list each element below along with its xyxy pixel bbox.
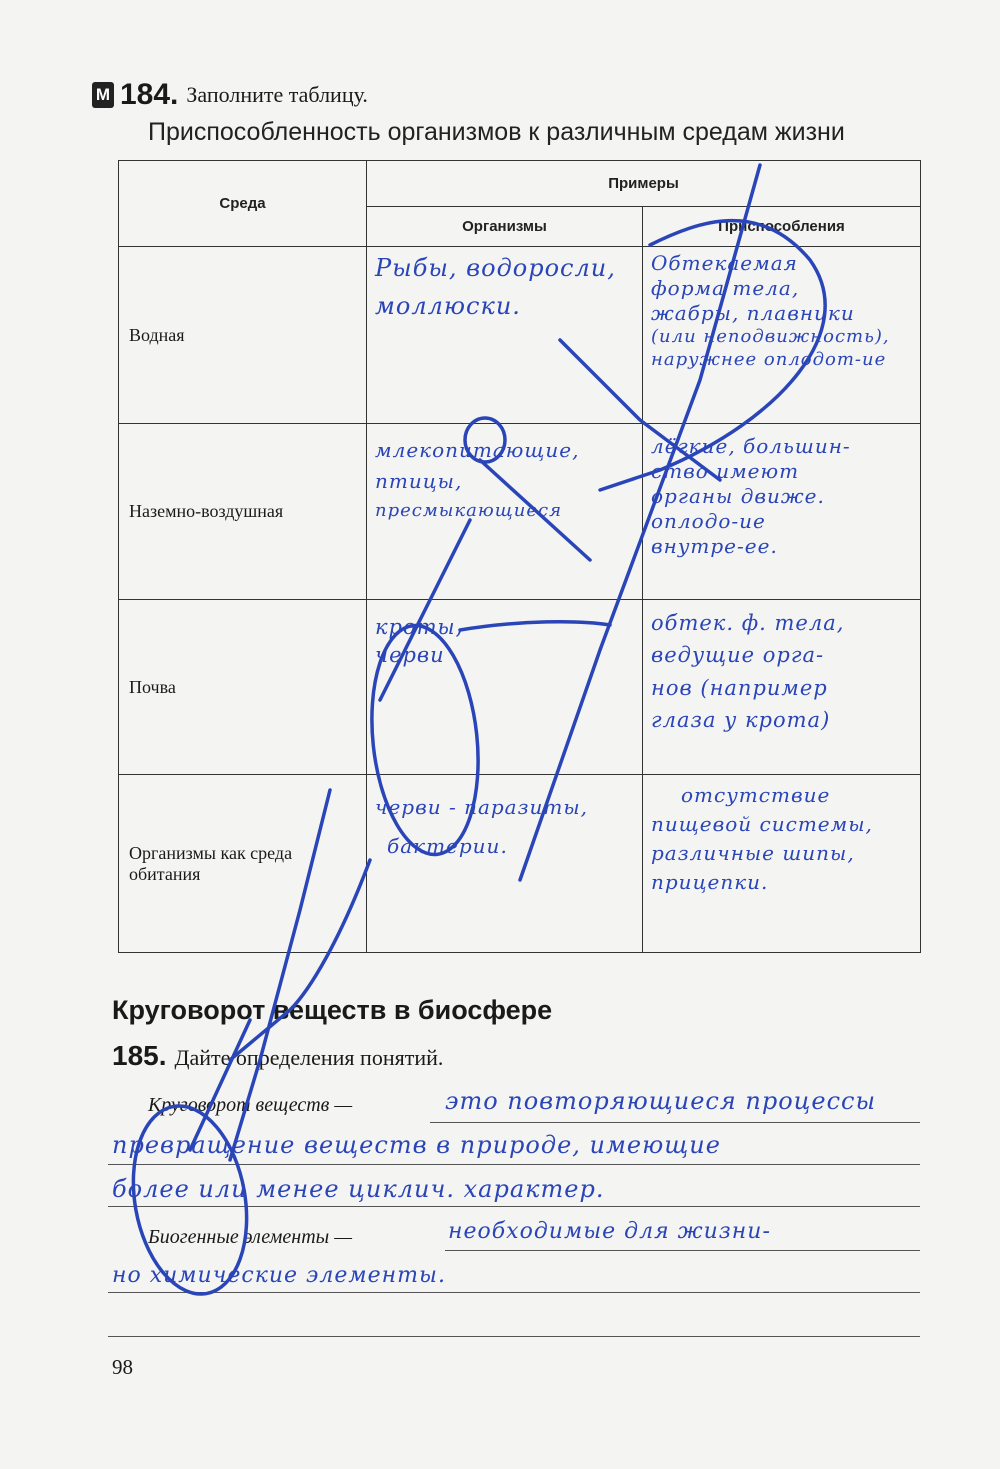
env-organisms-habitat: Организмы как среда обитания [119, 775, 367, 953]
answer-line [430, 1122, 920, 1123]
handwritten-line: Рыбы, водоросли, [375, 254, 616, 282]
handwritten-line: наружнее оплодот-ие [651, 348, 887, 370]
env-water: Водная [119, 247, 367, 424]
header-adaptations: Приспособления [643, 207, 921, 247]
env-soil: Почва [119, 600, 367, 775]
answer-line [108, 1336, 920, 1337]
handwritten-line: пресмыкающиеся [375, 500, 563, 521]
handwritten-line: органы движе. [651, 484, 825, 508]
handwritten-line: прицепки. [651, 870, 769, 894]
header-examples: Примеры [367, 161, 921, 207]
organisms-land-air-text [375, 428, 580, 523]
handwritten-line: Обтекаемая [651, 251, 798, 275]
answer-biogenic-line-2: но химические элементы. [112, 1263, 446, 1288]
header-environment: Среда [119, 161, 367, 247]
organisms-habitat-text [375, 779, 588, 859]
table-caption: Приспособленность организмов к различным средам жизни [148, 118, 845, 146]
task-instruction: Дайте определения понятий. [174, 1045, 444, 1070]
header-organisms: Организмы [367, 207, 643, 247]
adaptations-soil-text [651, 604, 844, 733]
handwritten-line: моллюски. [375, 292, 521, 320]
adaptation-table [118, 160, 921, 953]
answer-cycle-line-1: это повторяющиеся процессы [445, 1087, 877, 1115]
handwritten-line: лёгкие, большин- [651, 434, 851, 458]
answer-cycle-line-2: превращение веществ в природе, имеющие [112, 1131, 721, 1159]
handwritten-line: черви [375, 643, 445, 668]
handwritten-line: пищевой системы, [651, 812, 873, 836]
handwritten-line: птицы, [375, 469, 463, 493]
adaptations-land-air [643, 424, 921, 600]
handwritten-line: различные шипы, [651, 841, 855, 865]
answer-cycle-line-3: более или менее циклич. характер. [112, 1175, 605, 1203]
handwritten-line: бактерии. [387, 834, 508, 858]
answer-line [108, 1206, 920, 1207]
organisms-habitat [367, 775, 643, 953]
handwritten-line: млекопитающие, [375, 438, 580, 462]
organisms-soil [367, 600, 643, 775]
organisms-water-text [375, 253, 616, 321]
env-land-air: Наземно-воздушная [119, 424, 367, 600]
task-number: 185. [112, 1040, 167, 1071]
m-badge-icon: М [92, 82, 114, 108]
handwritten-line: глаза у крота) [651, 707, 831, 732]
handwritten-line: оплодо-ие [651, 509, 766, 533]
handwritten-line: нов (например [651, 675, 828, 700]
handwritten-line: черви - паразиты, [375, 795, 589, 819]
adaptations-habitat [643, 775, 921, 953]
adaptations-water [643, 247, 921, 424]
organisms-soil-text [375, 604, 463, 669]
handwritten-line: внутре-ее. [651, 534, 778, 558]
handwritten-line: (или неподвижность), [651, 326, 890, 347]
page-number: 98 [112, 1355, 133, 1379]
handwritten-line: жабры, плавники [651, 301, 855, 325]
handwritten-line: ведущие орга- [651, 643, 825, 668]
answer-line [108, 1292, 920, 1293]
adaptations-soil [643, 600, 921, 775]
handwritten-line: отсутствие [681, 783, 831, 807]
section-title: Круговорот веществ в биосфере [112, 995, 553, 1025]
adaptations-land-air-text [651, 428, 851, 559]
handwritten-line: форма тела, [651, 276, 800, 300]
task-184-header [92, 78, 368, 112]
handwritten-line: ство имеют [651, 459, 800, 483]
handwritten-line: обтек. ф. тела, [651, 611, 845, 635]
answer-biogenic-line-1: необходимые для жизни- [448, 1219, 771, 1244]
handwritten-line: кроты, [375, 615, 464, 639]
task-instruction: Заполните таблицу. [186, 82, 368, 107]
task-number: 184. [120, 78, 179, 111]
answer-line [108, 1164, 920, 1165]
organisms-land-air [367, 424, 643, 600]
adaptations-water-text [651, 251, 890, 371]
adaptations-habitat-text [651, 779, 873, 895]
organisms-water [367, 247, 643, 424]
answer-line [445, 1250, 920, 1251]
term-biogenic: Биогенные элементы — [148, 1226, 352, 1248]
term-cycle: Круговорот веществ — [148, 1094, 353, 1116]
task-185-header [112, 1040, 443, 1072]
